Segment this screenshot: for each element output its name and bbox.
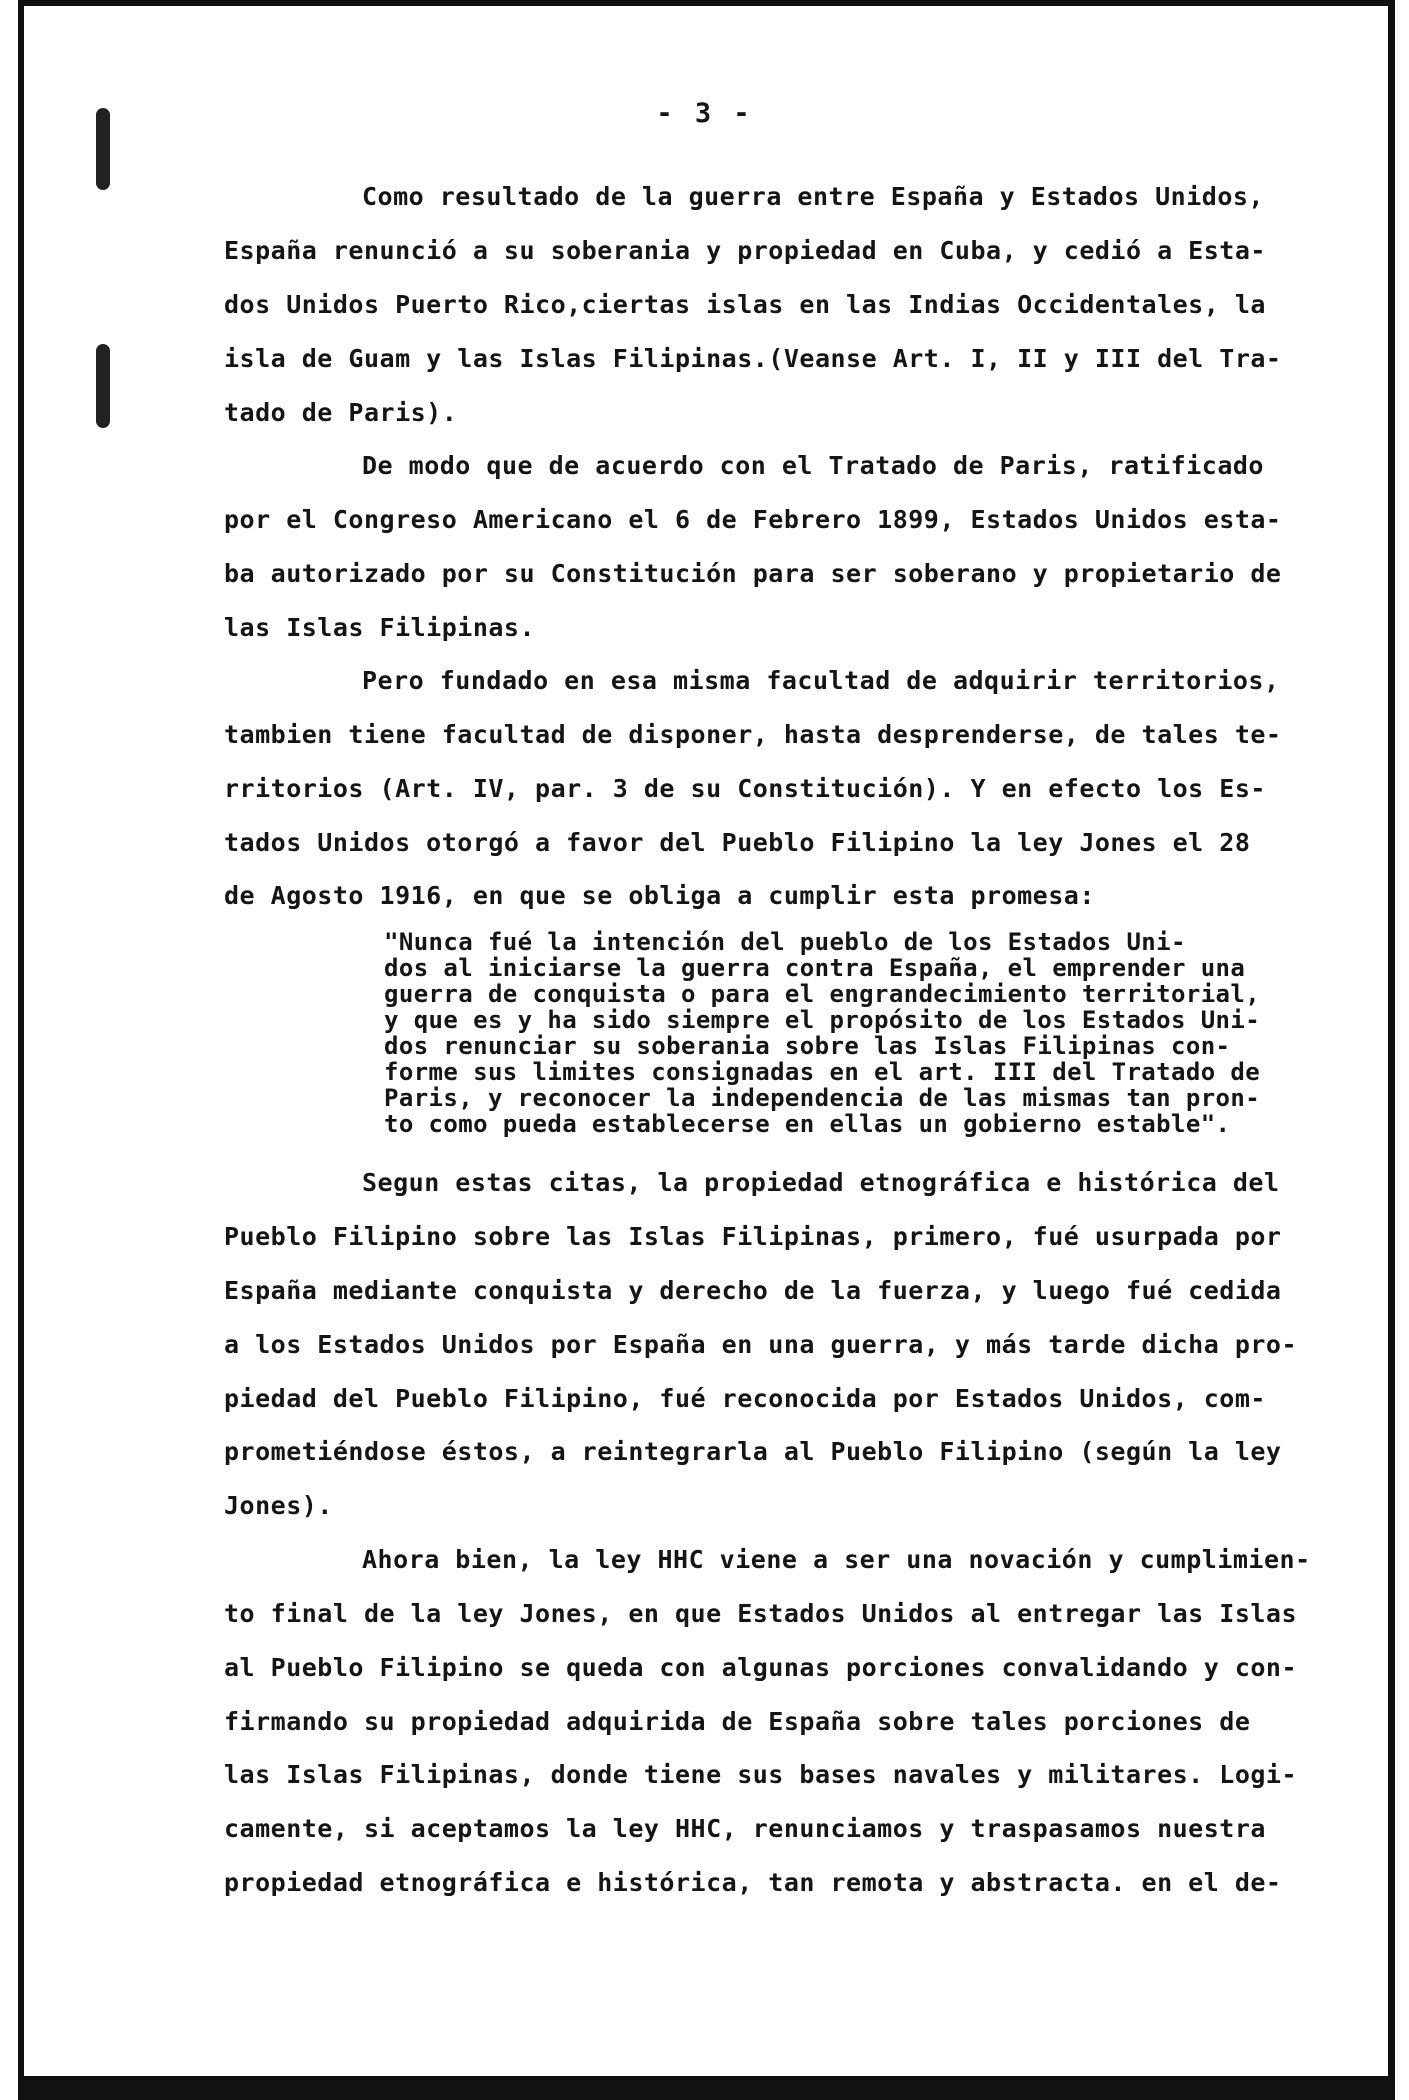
paragraph-line: las Islas Filipinas, donde tiene sus bases navales y militares. Logi- bbox=[224, 1760, 1298, 1789]
paragraph-line: Como resultado de la guerra entre España y Estados Unidos, bbox=[362, 182, 1264, 211]
paragraph-line: España renunció a su soberania y propiedad en Cuba, y cedió a Esta- bbox=[224, 236, 1266, 265]
paragraph-line: ba autorizado por su Constitución para ser soberano y propietario de bbox=[224, 559, 1282, 588]
quote-line: y que es y ha sido siempre el propósito de los Estados Uni- bbox=[384, 1006, 1261, 1034]
paragraph-line: Pueblo Filipino sobre las Islas Filipinas, primero, fué usurpada por bbox=[224, 1222, 1282, 1251]
paragraph-line: camente, si aceptamos la ley HHC, renunciamos y traspasamos nuestra bbox=[224, 1814, 1266, 1843]
paragraph-line: rritorios (Art. IV, par. 3 de su Constitución). Y en efecto los Es- bbox=[224, 774, 1266, 803]
paragraph-line: de Agosto 1916, en que se obliga a cumplir esta promesa: bbox=[224, 881, 1095, 910]
paragraph-line: las Islas Filipinas. bbox=[224, 613, 536, 642]
paragraph-line: piedad del Pueblo Filipino, fué reconocida por Estados Unidos, com- bbox=[224, 1384, 1266, 1413]
paragraph-line: De modo que de acuerdo con el Tratado de Paris, ratificado bbox=[362, 451, 1264, 480]
paragraph-line: to final de la ley Jones, en que Estados Unidos al entregar las Islas bbox=[224, 1599, 1298, 1628]
quote-line: Paris, y reconocer la independencia de las mismas tan pron- bbox=[384, 1084, 1261, 1112]
paragraph-line: dos Unidos Puerto Rico,ciertas islas en las Indias Occidentales, la bbox=[224, 290, 1266, 319]
paragraph-line: isla de Guam y las Islas Filipinas.(Veanse Art. I, II y III del Tra- bbox=[224, 344, 1282, 373]
paragraph-line: España mediante conquista y derecho de la fuerza, y luego fué cedida bbox=[224, 1276, 1282, 1305]
quote-line: dos al iniciarse la guerra contra España, el emprender una bbox=[384, 954, 1246, 982]
quote-line: "Nunca fué la intención del pueblo de los Estados Uni- bbox=[384, 928, 1186, 956]
paragraph-line: Jones). bbox=[224, 1491, 333, 1520]
paragraph-line: tados Unidos otorgó a favor del Pueblo Filipino la ley Jones el 28 bbox=[224, 828, 1251, 857]
paragraph-line: al Pueblo Filipino se queda con algunas porciones convalidando y con- bbox=[224, 1653, 1298, 1682]
paragraph-line: a los Estados Unidos por España en una guerra, y más tarde dicha pro- bbox=[224, 1330, 1298, 1359]
paragraph-line: tado de Paris). bbox=[224, 398, 458, 427]
paragraph-line: firmando su propiedad adquirida de España sobre tales porciones de bbox=[224, 1707, 1251, 1736]
paragraph-line: Ahora bien, la ley HHC viene a ser una novación y cumplimien- bbox=[362, 1545, 1311, 1574]
page-number: - 3 - bbox=[656, 98, 753, 129]
quote-line: guerra de conquista o para el engrandecimiento territorial, bbox=[384, 980, 1261, 1008]
paragraph-line: Segun estas citas, la propiedad etnográfica e histórica del bbox=[362, 1168, 1280, 1197]
quote-line: dos renunciar su soberania sobre las Islas Filipinas con- bbox=[384, 1032, 1231, 1060]
paragraph-line: propiedad etnográfica e histórica, tan remota y abstracta. en el de- bbox=[224, 1868, 1282, 1897]
paragraph-line: tambien tiene facultad de disponer, hasta desprenderse, de tales te- bbox=[224, 720, 1282, 749]
paragraph-line: prometiéndose éstos, a reintegrarla al Pueblo Filipino (según la ley bbox=[224, 1437, 1282, 1466]
quote-line: forme sus limites consignadas en el art. III del Tratado de bbox=[384, 1058, 1261, 1086]
paragraph-line: Pero fundado en esa misma facultad de adquirir territorios, bbox=[362, 666, 1280, 695]
quote-line: to como pueda establecerse en ellas un gobierno estable". bbox=[384, 1110, 1231, 1138]
paragraph-line: por el Congreso Americano el 6 de Febrero 1899, Estados Unidos esta- bbox=[224, 505, 1282, 534]
